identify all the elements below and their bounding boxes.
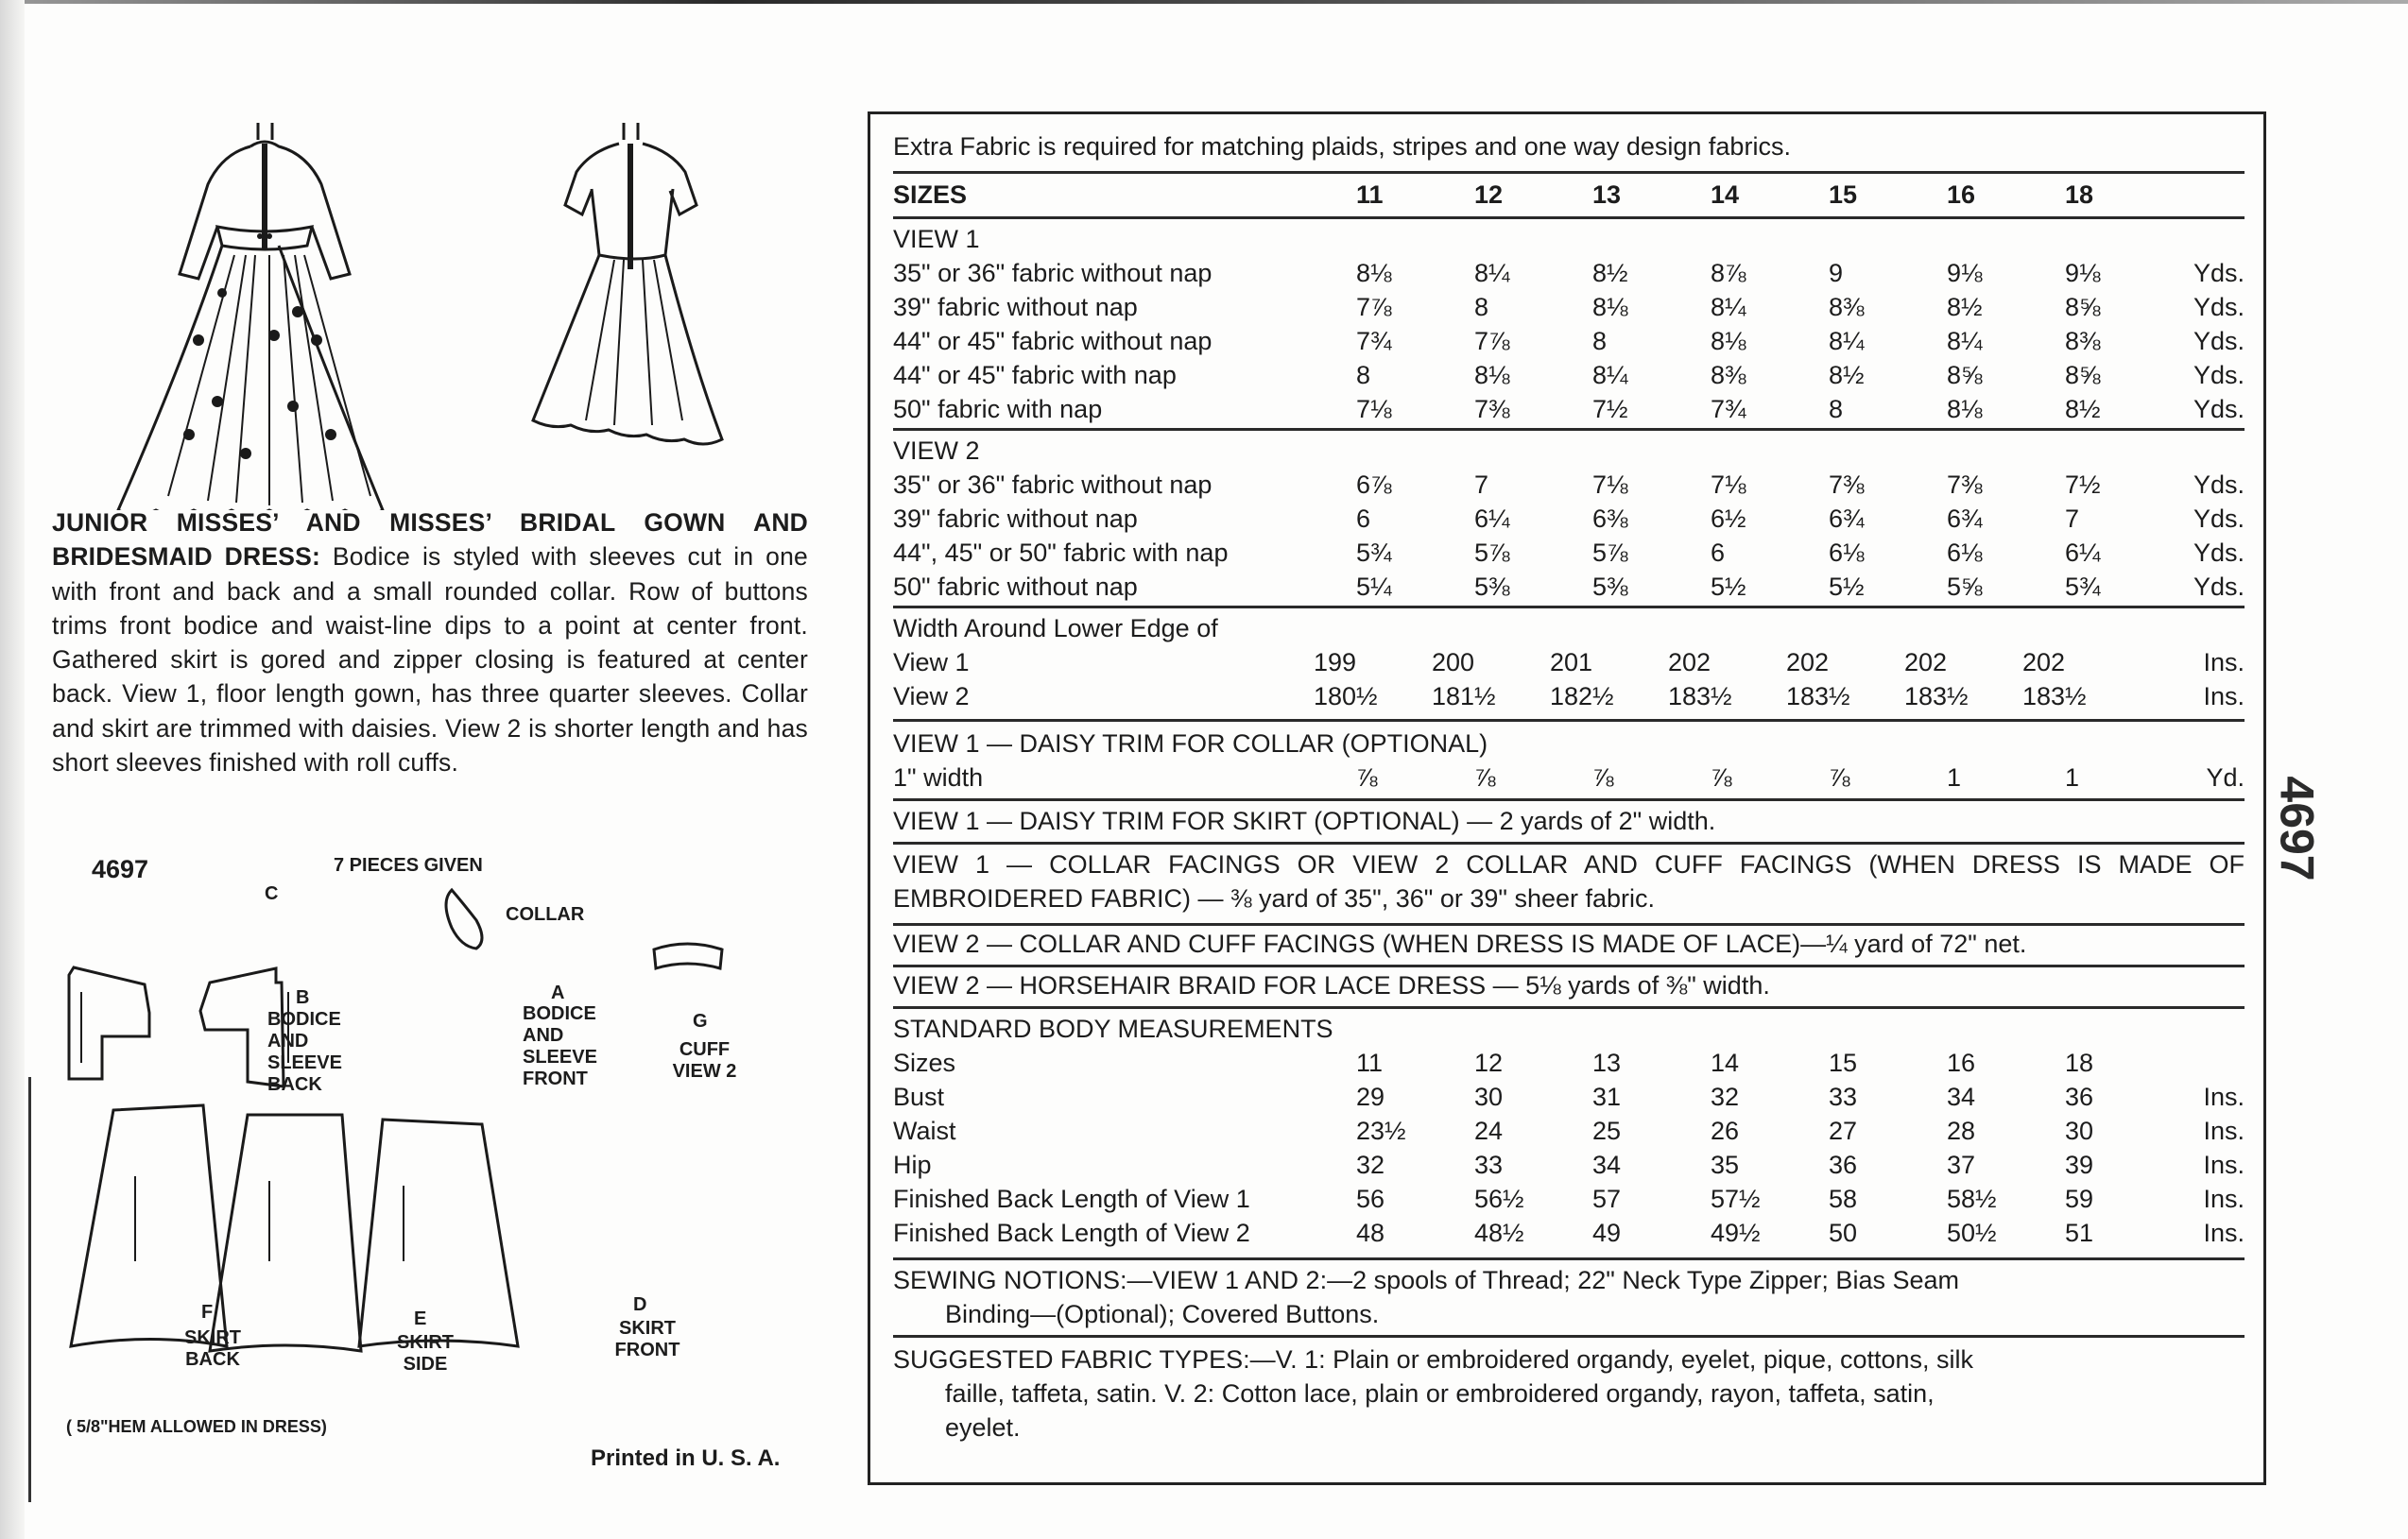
view1-row-value: 7½ — [1592, 395, 1628, 423]
cuff-letter: G — [693, 1011, 708, 1032]
view1-row-value: 8⅝ — [2065, 293, 2101, 321]
pattern-description — [52, 505, 808, 779]
view1-row-value: 8¼ — [1592, 361, 1628, 389]
width-row-value: 183½ — [2022, 682, 2087, 710]
view2-row-unit: Yds. — [2193, 470, 2245, 499]
suggested-fabrics-line3: eyelet. — [945, 1413, 1021, 1442]
view1-row-value: 8⅛ — [1592, 293, 1628, 321]
view2-row-value: 5½ — [1829, 573, 1865, 601]
skirt-side-label: SKIRT SIDE — [397, 1332, 454, 1375]
view1-row-label: 35" or 36" fabric without nap — [893, 259, 1213, 287]
pieces-pattern-number: 4697 — [92, 855, 149, 883]
sizes-header-value: 15 — [1829, 180, 1858, 209]
extra-fabric-note-label: Extra Fabric is required for matching plaids, stripes and one way design fabrics. — [893, 132, 1791, 161]
suggested-fabrics-line1: SUGGESTED FABRIC TYPES:—V. 1: Plain or embroidered organdy, eyelet, pique, cottons, silk — [893, 1345, 1974, 1374]
view1-row-value: 8½ — [2065, 395, 2101, 423]
view2-row-value: 6 — [1711, 539, 1726, 567]
view1-row — [893, 290, 2245, 324]
description-title: JUNIOR MISSES’ AND MISSES’ BRIDAL GOWN AND BRIDESMAID DRESS: — [52, 508, 808, 572]
view2-row-value: 7⅛ — [1711, 470, 1746, 499]
view2-row-value: 6 — [1356, 504, 1371, 533]
view2-row-value: 7 — [2065, 504, 2080, 533]
view2-row-value: 6⅛ — [1947, 539, 1983, 567]
body-sizes-value: 13 — [1592, 1049, 1622, 1077]
extra-fabric-note — [893, 129, 2245, 163]
body-row-value: 34 — [1592, 1151, 1622, 1179]
view2-row — [893, 536, 2245, 570]
view2-row-value: 5¼ — [1356, 573, 1392, 601]
view2-row-value: 7½ — [2065, 470, 2101, 499]
body-sizes-value: 11 — [1356, 1049, 1384, 1077]
width-row-unit: Ins. — [2203, 682, 2245, 710]
view1-row-unit: Yds. — [2193, 361, 2245, 389]
table-divider — [893, 216, 2245, 219]
width-row-value: 181½ — [1432, 682, 1496, 710]
width-row-label: View 2 — [893, 682, 970, 710]
view1-title — [893, 222, 2245, 256]
body-sizes-value: 12 — [1474, 1049, 1504, 1077]
sizes-header-value: 14 — [1711, 180, 1740, 209]
view2-row-value: 5¾ — [1356, 539, 1392, 567]
skirt-side-letter: E — [414, 1308, 427, 1329]
body-row-unit: Ins. — [2203, 1185, 2245, 1213]
sizes-header-label: SIZES — [893, 180, 968, 209]
view1-row-label: 44" or 45" fabric with nap — [893, 361, 1177, 389]
body-row-value: 27 — [1829, 1117, 1858, 1145]
hem-note: ( 5/8"HEM ALLOWED IN DRESS) — [66, 1417, 327, 1436]
width-row-value: 182½ — [1550, 682, 1614, 710]
body-row-value: 24 — [1474, 1117, 1504, 1145]
body-row-value: 32 — [1711, 1083, 1740, 1111]
body-row-value: 50½ — [1947, 1219, 1997, 1247]
view1-row-value: 8⅛ — [1356, 259, 1392, 287]
yardage-table-frame — [868, 111, 2266, 1485]
view1-row-label: 39" fabric without nap — [893, 293, 1138, 321]
width-row-unit: Ins. — [2203, 648, 2245, 676]
view2-row-value: 6⅛ — [1829, 539, 1865, 567]
width-row-value: 202 — [1904, 648, 1948, 676]
width-row-value: 199 — [1314, 648, 1357, 676]
view1-row-value: 9⅛ — [2065, 259, 2101, 287]
body-row-label: Finished Back Length of View 2 — [893, 1219, 1250, 1247]
view2-row-value: 7⅛ — [1592, 470, 1628, 499]
skirt-back-label: SKIRT BACK — [184, 1327, 241, 1370]
sewing-notions-line1: SEWING NOTIONS:—VIEW 1 AND 2:—2 spools of Thread; 22" Neck Type Zipper; Bias Seam — [893, 1266, 1959, 1294]
view2-row-value: 7⅜ — [1829, 470, 1865, 499]
body-row-value: 57½ — [1711, 1185, 1761, 1213]
body-measurements-title — [893, 1012, 2245, 1046]
view1-title-label: VIEW 1 — [893, 225, 980, 253]
suggested-fabrics-line2: faille, taffeta, satin. V. 2: Cotton lace, plain or embroidered organdy, rayon, taffeta, satin, — [945, 1379, 1935, 1408]
daisy-collar-row — [893, 761, 2245, 795]
body-row-value: 34 — [1947, 1083, 1976, 1111]
view1-row-value: 7¾ — [1356, 327, 1392, 355]
lace-facings-note — [893, 927, 2245, 961]
table-divider — [893, 842, 2245, 845]
view1-row-value: 8½ — [1947, 293, 1983, 321]
view1-row-value: 7¾ — [1711, 395, 1746, 423]
daisy-collar-row-value: ⅞ — [1592, 763, 1614, 792]
width-title-label: Width Around Lower Edge of — [893, 614, 1218, 642]
daisy-collar-row-label: 1" width — [893, 763, 984, 792]
side-pattern-number — [2270, 754, 2348, 886]
width-row-value: 201 — [1550, 648, 1593, 676]
body-row-value: 56½ — [1474, 1185, 1524, 1213]
body-row-value: 56 — [1356, 1185, 1385, 1213]
view2-row-unit: Yds. — [2193, 504, 2245, 533]
view1-row-value: 7⅛ — [1356, 395, 1392, 423]
table-divider — [893, 923, 2245, 926]
horsehair-note — [893, 968, 2245, 1002]
view1-row-value: 7⅜ — [1474, 395, 1510, 423]
view2-row — [893, 570, 2245, 604]
width-row-value: 202 — [1668, 648, 1711, 676]
view1-row-value: 8⅝ — [2065, 361, 2101, 389]
body-row-label: Finished Back Length of View 1 — [893, 1185, 1250, 1213]
collar-label: COLLAR — [506, 904, 585, 925]
view1-row-value: 8⅛ — [1947, 395, 1983, 423]
body-row-value: 37 — [1947, 1151, 1976, 1179]
view1-row-value: 8 — [1356, 361, 1371, 389]
body-row — [893, 1182, 2245, 1216]
sizes-header — [893, 178, 2245, 212]
sewing-notions-line2: Binding—(Optional); Covered Buttons. — [945, 1300, 1380, 1328]
view1-row-unit: Yds. — [2193, 327, 2245, 355]
view2-row-label: 35" or 36" fabric without nap — [893, 470, 1213, 499]
view2-title — [893, 434, 2245, 468]
body-row-value: 58 — [1829, 1185, 1858, 1213]
view2-row-value: 6¾ — [1947, 504, 1983, 533]
width-row-value: 180½ — [1314, 682, 1378, 710]
view2-row — [893, 502, 2245, 536]
view1-row — [893, 392, 2245, 426]
view1-row-value: 7⅞ — [1356, 293, 1392, 321]
view1-row-value: 8⅜ — [1829, 293, 1865, 321]
body-row-value: 36 — [1829, 1151, 1858, 1179]
body-row-label: Waist — [893, 1117, 956, 1145]
body-row-value: 33 — [1474, 1151, 1504, 1179]
body-row-value: 49 — [1592, 1219, 1622, 1247]
skirt-side-shape — [210, 1115, 361, 1351]
cuff-label: CUFF VIEW 2 — [672, 1039, 737, 1082]
view1-row-unit: Yds. — [2193, 395, 2245, 423]
body-row-value: 25 — [1592, 1117, 1622, 1145]
view1-row-value: 8⅜ — [2065, 327, 2101, 355]
view1-gown-drawing — [118, 123, 383, 510]
view2-row-value: 6⅜ — [1592, 504, 1628, 533]
sizes-header-value: 12 — [1474, 180, 1504, 209]
table-divider — [893, 428, 2245, 431]
sizes-header-value: 13 — [1592, 180, 1622, 209]
sizes-header-value: 18 — [2065, 180, 2094, 209]
cuff-piece-shape — [654, 944, 722, 968]
body-row-value: 29 — [1356, 1083, 1385, 1111]
view1-row-label: 44" or 45" fabric without nap — [893, 327, 1213, 355]
body-sizes-value: 15 — [1829, 1049, 1858, 1077]
collar-letter: C — [265, 883, 279, 904]
width-row-value: 200 — [1432, 648, 1475, 676]
view1-row-value: 8⅜ — [1711, 361, 1746, 389]
dress-illustrations — [57, 94, 813, 510]
view2-row-value: 5⅞ — [1592, 539, 1628, 567]
table-divider — [893, 798, 2245, 801]
table-divider — [893, 1335, 2245, 1338]
width-row — [893, 679, 2245, 713]
width-row — [893, 645, 2245, 679]
view1-row-value: 8¼ — [1829, 327, 1865, 355]
view2-row-value: 5⅜ — [1474, 573, 1510, 601]
table-divider — [893, 965, 2245, 967]
view2-row-value: 6¼ — [2065, 539, 2101, 567]
width-row-value: 202 — [2022, 648, 2066, 676]
body-row-value: 48½ — [1474, 1219, 1524, 1247]
body-row-value: 30 — [2065, 1117, 2094, 1145]
view2-row-label: 39" fabric without nap — [893, 504, 1138, 533]
daisy-skirt-note-label: VIEW 1 — DAISY TRIM FOR SKIRT (OPTIONAL) — 2 yards of 2" width. — [893, 807, 1716, 835]
body-row-value: 23½ — [1356, 1117, 1406, 1145]
width-title — [893, 611, 2245, 645]
table-divider — [893, 1257, 2245, 1260]
view2-row-value: 6⅞ — [1356, 470, 1392, 499]
view2-row-label: 50" fabric without nap — [893, 573, 1138, 601]
body-row-value: 57 — [1592, 1185, 1622, 1213]
width-row-value: 183½ — [1904, 682, 1969, 710]
daisy-collar-row-unit: Yd. — [2206, 763, 2245, 792]
body-row — [893, 1216, 2245, 1250]
skirt-back-letter: F — [201, 1302, 214, 1323]
suggested-fabrics — [893, 1342, 2245, 1445]
skirt-front-letter: D — [633, 1294, 647, 1315]
body-row-value: 30 — [1474, 1083, 1504, 1111]
body-sizes-label: Sizes — [893, 1049, 956, 1077]
view1-row-value: 7⅞ — [1474, 327, 1510, 355]
body-measurements-title-label: STANDARD BODY MEASUREMENTS — [893, 1015, 1333, 1043]
view2-row-value: 5⅜ — [1592, 573, 1628, 601]
view2-dress-drawing — [533, 123, 722, 444]
view1-row-value: 8½ — [1592, 259, 1628, 287]
view1-row-value: 8½ — [1829, 361, 1865, 389]
body-row-value: 26 — [1711, 1117, 1740, 1145]
sizes-header-value: 11 — [1356, 180, 1384, 209]
view1-row-value: 8¼ — [1947, 327, 1983, 355]
body-row — [893, 1114, 2245, 1148]
body-row-value: 48 — [1356, 1219, 1385, 1247]
body-row-label: Bust — [893, 1083, 945, 1111]
view2-row-value: 7 — [1474, 470, 1489, 499]
body-row-label: Hip — [893, 1151, 932, 1179]
view2-row-unit: Yds. — [2193, 539, 2245, 567]
body-sizes-value: 18 — [2065, 1049, 2094, 1077]
daisy-collar-title-label: VIEW 1 — DAISY TRIM FOR COLLAR (OPTIONAL) — [893, 729, 1488, 758]
view1-row-value: 8 — [1592, 327, 1608, 355]
view2-row-value: 5⅝ — [1947, 573, 1983, 601]
collar-facings-note: VIEW 1 — COLLAR FACINGS OR VIEW 2 COLLAR AND CUFF FACINGS (WHEN DRESS IS MADE OF EMBROIDERED FABRIC) — ⅜ yard of 35", 36" or 39" sheer fabric. — [893, 850, 2245, 913]
view1-row-value: 8 — [1829, 395, 1844, 423]
skirt-front-label: SKIRT FRONT — [614, 1318, 680, 1360]
daisy-collar-row-value: ⅞ — [1829, 763, 1850, 792]
view2-row-value: 7⅜ — [1947, 470, 1983, 499]
body-row-value: 59 — [2065, 1185, 2094, 1213]
view1-row-value: 9 — [1829, 259, 1844, 287]
grainline-arrows — [81, 992, 404, 1261]
table-divider — [893, 1006, 2245, 1009]
body-row-value: 33 — [1829, 1083, 1858, 1111]
body-row-unit: Ins. — [2203, 1219, 2245, 1247]
horsehair-note-label: VIEW 2 — HORSEHAIR BRAID FOR LACE DRESS — 5⅛ yards of ⅜" width. — [893, 971, 1770, 1000]
table-divider — [893, 171, 2245, 174]
daisy-collar-title — [893, 727, 2245, 761]
body-row-value: 31 — [1592, 1083, 1622, 1111]
view1-row-value: 8⅛ — [1711, 327, 1746, 355]
view1-row-value: 8⅛ — [1474, 361, 1510, 389]
body-row — [893, 1080, 2245, 1114]
bodice-back-label: BODICE AND SLEEVE BACK — [267, 1009, 342, 1095]
pieces-count: 7 PIECES GIVEN — [334, 855, 483, 876]
bodice-back-letter: B — [296, 987, 310, 1008]
view2-row — [893, 468, 2245, 502]
view1-row — [893, 256, 2245, 290]
view1-row-value: 9⅛ — [1947, 259, 1983, 287]
view2-row-unit: Yds. — [2193, 573, 2245, 601]
view1-row-unit: Yds. — [2193, 293, 2245, 321]
side-pattern-number-text: 4697 — [2270, 776, 2324, 881]
printed-in-usa: Printed in U. S. A. — [591, 1445, 781, 1471]
width-row-value: 202 — [1786, 648, 1830, 676]
view1-row-value: 8¼ — [1474, 259, 1510, 287]
view1-row-label: 50" fabric with nap — [893, 395, 1103, 423]
body-sizes-row — [893, 1046, 2245, 1080]
collar-piece-shape — [446, 890, 482, 949]
body-row — [893, 1148, 2245, 1182]
daisy-collar-row-value: ⅞ — [1474, 763, 1496, 792]
sewing-notions — [893, 1263, 2245, 1331]
view2-row-value: 5¾ — [2065, 573, 2101, 601]
width-row-value: 183½ — [1786, 682, 1850, 710]
bodice-front-label: BODICE AND SLEEVE FRONT — [523, 1003, 597, 1089]
description-body: Bodice is styled with sleeves cut in one with front and back and a small rounded collar. Row of buttons trims front bodice and waist-line dips to a point at center front. Gathered skirt is gored and zipper closing is featured at center back. View 1, floor length gown, has three quarter sleeves. Collar and skirt are trimmed with daisies. View 2 is shorter length and has short sleeves finished with roll cuffs. — [52, 542, 808, 778]
body-sizes-value: 14 — [1711, 1049, 1740, 1077]
view1-row — [893, 324, 2245, 358]
view2-row-value: 6½ — [1711, 504, 1746, 533]
view1-row-value: 8¼ — [1711, 293, 1746, 321]
view2-row-value: 5⅞ — [1474, 539, 1510, 567]
view1-row-value: 8⅝ — [1947, 361, 1983, 389]
skirt-front-shape — [359, 1120, 518, 1346]
body-row-value: 39 — [2065, 1151, 2094, 1179]
view2-row-label: 44", 45" or 50" fabric with nap — [893, 539, 1229, 567]
sizes-header-value: 16 — [1947, 180, 1976, 209]
table-divider — [893, 719, 2245, 722]
view2-row-value: 6¼ — [1474, 504, 1510, 533]
page-top-edge — [0, 0, 2408, 4]
body-row-value: 32 — [1356, 1151, 1385, 1179]
table-divider — [893, 606, 2245, 608]
body-row-unit: Ins. — [2203, 1083, 2245, 1111]
view2-title-label: VIEW 2 — [893, 436, 980, 465]
daisy-collar-row-value: 1 — [1947, 763, 1962, 792]
bodice-front-letter: A — [551, 983, 565, 1003]
body-row-value: 36 — [2065, 1083, 2094, 1111]
body-row-value: 50 — [1829, 1219, 1858, 1247]
view2-row-value: 5½ — [1711, 573, 1746, 601]
body-row-unit: Ins. — [2203, 1117, 2245, 1145]
body-row-value: 35 — [1711, 1151, 1740, 1179]
view1-row-value: 8 — [1474, 293, 1489, 321]
body-row-value: 28 — [1947, 1117, 1976, 1145]
body-row-value: 51 — [2065, 1219, 2094, 1247]
body-row-value: 58½ — [1947, 1185, 1997, 1213]
body-sizes-value: 16 — [1947, 1049, 1976, 1077]
view1-row-value: 8⅞ — [1711, 259, 1746, 287]
daisy-collar-row-value: ⅞ — [1356, 763, 1378, 792]
width-row-label: View 1 — [893, 648, 970, 676]
daisy-skirt-note — [893, 804, 2245, 838]
body-row-unit: Ins. — [2203, 1151, 2245, 1179]
body-row-value: 49½ — [1711, 1219, 1761, 1247]
daisy-collar-row-value: 1 — [2065, 763, 2080, 792]
daisy-collar-row-value: ⅞ — [1711, 763, 1732, 792]
view2-row-value: 6¾ — [1829, 504, 1865, 533]
view1-row — [893, 358, 2245, 392]
lace-facings-note-label: VIEW 2 — COLLAR AND CUFF FACINGS (WHEN DRESS IS MADE OF LACE)—¼ yard of 72" net. — [893, 930, 2027, 958]
view1-row-unit: Yds. — [2193, 259, 2245, 287]
width-row-value: 183½ — [1668, 682, 1732, 710]
